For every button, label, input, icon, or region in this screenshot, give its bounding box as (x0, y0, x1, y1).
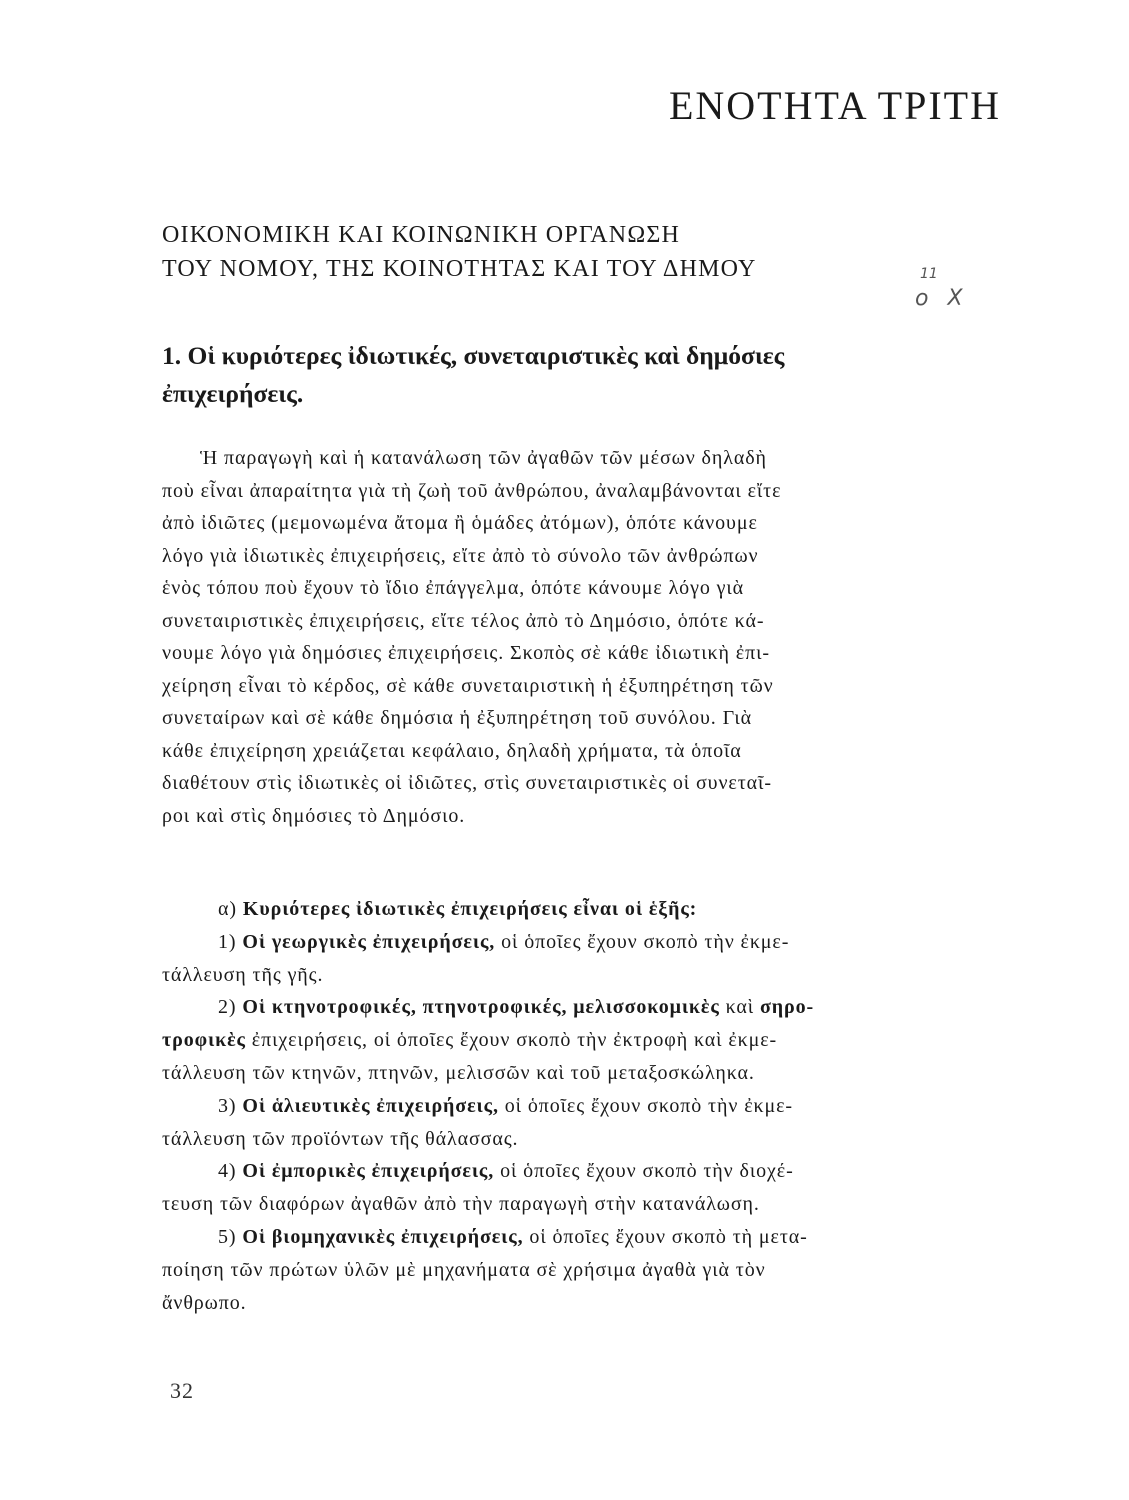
list-item-bold: τροφικὲς (162, 1029, 246, 1052)
list-item-bold: Οἱ κτηνοτροφικές, πτηνοτροφικές, μελισσοκομικὲς (242, 996, 720, 1019)
list-item (162, 1221, 1012, 1254)
list-item-bold: Οἱ βιομηχανικὲς ἐπιχειρήσεις, (242, 1225, 524, 1248)
section-heading-line-2: ἐπιχειρήσεις. (162, 379, 304, 408)
paragraph-line: ἀπὸ ἰδιῶτες (μεμονωμένα ἄτομα ἢ ὁμάδες ἀτόμων), ὁπότε κάνουμε (162, 512, 758, 534)
paragraph-line: χείρηση εἶναι τὸ κέρδος, σὲ κάθε συνεταιριστικὴ ἡ ἐξυπηρέτηση τῶν (162, 674, 774, 697)
list-item-continuation: τευση τῶν διαφόρων ἀγαθῶν ἀπὸ τὴν παραγωγὴ στὴν κατανάλωση. (162, 1193, 760, 1216)
paragraph-line: λόγο γιὰ ἰδιωτικὲς ἐπιχειρήσεις, εἴτε ἀπὸ τὸ σύνολο τῶν ἀνθρώπων (162, 544, 759, 567)
list-item-bold: Οἱ γεωργικὲς ἐπιχειρήσεις, (242, 930, 496, 953)
list-item (162, 991, 1012, 1024)
paragraph-line: ποὺ εἶναι ἀπαραίτητα γιὰ τὴ ζωὴ τοῦ ἀνθρώπου, ἀναλαμβάνονται εἴτε (162, 479, 782, 502)
list-item-text: οἱ ὁποῖες ἔχουν σκοπὸ τὴν διοχέ- (494, 1160, 794, 1183)
paragraph-line: συνεταίρων καὶ σὲ κάθε δημόσια ἡ ἐξυπηρέτηση τοῦ συνόλου. Γιὰ (162, 707, 752, 729)
list-item-bold: Οἱ ἐμπορικὲς ἐπιχειρήσεις, (242, 1160, 495, 1183)
subsection-label: α) (218, 898, 237, 920)
list-item-text: οἱ ὁποῖες ἔχουν σκοπὸ τὴν ἐκμε- (498, 1094, 793, 1117)
list-item-continuation: τάλλευση τῶν κτηνῶν, πτηνῶν, μελισσῶν καὶ τοῦ μεταξοσκώληκα. (162, 1061, 755, 1084)
list-item-text: οἱ ὁποῖες ἔχουν σκοπὸ τὴ μετα- (523, 1225, 808, 1248)
list-item (162, 1155, 1012, 1188)
intro-paragraph (162, 442, 1012, 832)
list-item-number: 5) (218, 1225, 237, 1248)
list-item-number: 4) (218, 1160, 237, 1183)
paragraph-line: νουμε λόγο γιὰ δημόσιες ἐπιχειρήσεις. Σκοπὸς σὲ κάθε ἰδιωτικὴ ἐπι- (162, 642, 770, 664)
list-item-continuation (162, 1024, 1012, 1057)
list-item-number: 3) (218, 1094, 237, 1117)
paragraph-line: ροι καὶ στὶς δημόσιες τὸ Δημόσιο. (162, 804, 466, 827)
subsection-title: Κυριότερες ἰδιωτικὲς ἐπιχειρήσεις εἶναι οἱ ἑξῆς: (242, 898, 698, 920)
list-item-number: 2) (218, 996, 237, 1019)
paragraph-line: Ἡ παραγωγὴ καὶ ἡ κατανάλωση τῶν ἀγαθῶν τῶν μέσων δηλαδὴ (200, 447, 767, 469)
section-heading-line-1: 1. Οἱ κυριότερες ἰδιωτικές, συνεταιριστικὲς καὶ δημόσιες (162, 341, 785, 370)
list-item-bold: Οἱ ἁλιευτικὲς ἐπιχειρήσεις, (242, 1094, 499, 1117)
handwritten-note-bottom: ο Χ (915, 286, 969, 311)
section-heading (162, 337, 1007, 413)
subsection-heading (162, 893, 1012, 926)
list-item-text: καὶ (719, 996, 760, 1019)
section-title: ΕΝΟΤΗΤΑ ΤΡΙΤΗ (668, 83, 1001, 128)
page-number: 32 (170, 1378, 194, 1403)
list-item-continuation: ἄνθρωπο. (162, 1291, 247, 1314)
list-item-number: 1) (218, 930, 237, 953)
chapter-title-line-1: ΟΙΚΟΝΟΜΙΚΗ ΚΑΙ ΚΟΙΝΩΝΙΚΗ ΟΡΓΑΝΩΣΗ (162, 222, 681, 248)
paragraph-line: διαθέτουν στὶς ἰδιωτικὲς οἱ ἰδιῶτες, στὶς συνεταιριστικὲς οἱ συνεταῖ- (162, 772, 772, 794)
list-item (162, 926, 1012, 959)
list-item-continuation: ποίηση τῶν πρώτων ὑλῶν μὲ μηχανήματα σὲ χρήσιμα ἀγαθὰ γιὰ τὸν (162, 1258, 766, 1281)
chapter-title-line-2: ΤΟΥ ΝΟΜΟΥ, ΤΗΣ ΚΟΙΝΟΤΗΤΑΣ ΚΑΙ ΤΟΥ ΔΗΜΟΥ (162, 256, 757, 282)
paragraph-line: συνεταιριστικὲς ἐπιχειρήσεις, εἴτε τέλος ἀπὸ τὸ Δημόσιο, ὁπότε κά- (162, 609, 765, 632)
paragraph-line: κάθε ἐπιχείρηση χρειάζεται κεφάλαιο, δηλαδὴ χρήματα, τὰ ὁποῖα (162, 739, 742, 762)
handwritten-note-top: 11 (920, 266, 938, 282)
paragraph-line: ἑνὸς τόπου ποὺ ἔχουν τὸ ἴδιο ἐπάγγελμα, ὁπότε κάνουμε λόγο γιὰ (162, 577, 745, 599)
list-item-text: οἱ ὁποῖες ἔχουν σκοπὸ τὴν ἐκμε- (495, 930, 790, 953)
list-item-continuation: τάλλευση τῶν προϊόντων τῆς θάλασσας. (162, 1127, 519, 1150)
private-enterprises-list (162, 893, 1012, 1319)
list-item (162, 1090, 1012, 1123)
list-item-text: ἐπιχειρήσεις, οἱ ὁποῖες ἔχουν σκοπὸ τὴν ἐκτροφὴ καὶ ἐκμε- (245, 1029, 778, 1052)
chapter-title (162, 218, 922, 286)
list-item-continuation: τάλλευση τῆς γῆς. (162, 963, 324, 986)
list-item-bold: σηρο- (759, 996, 815, 1019)
